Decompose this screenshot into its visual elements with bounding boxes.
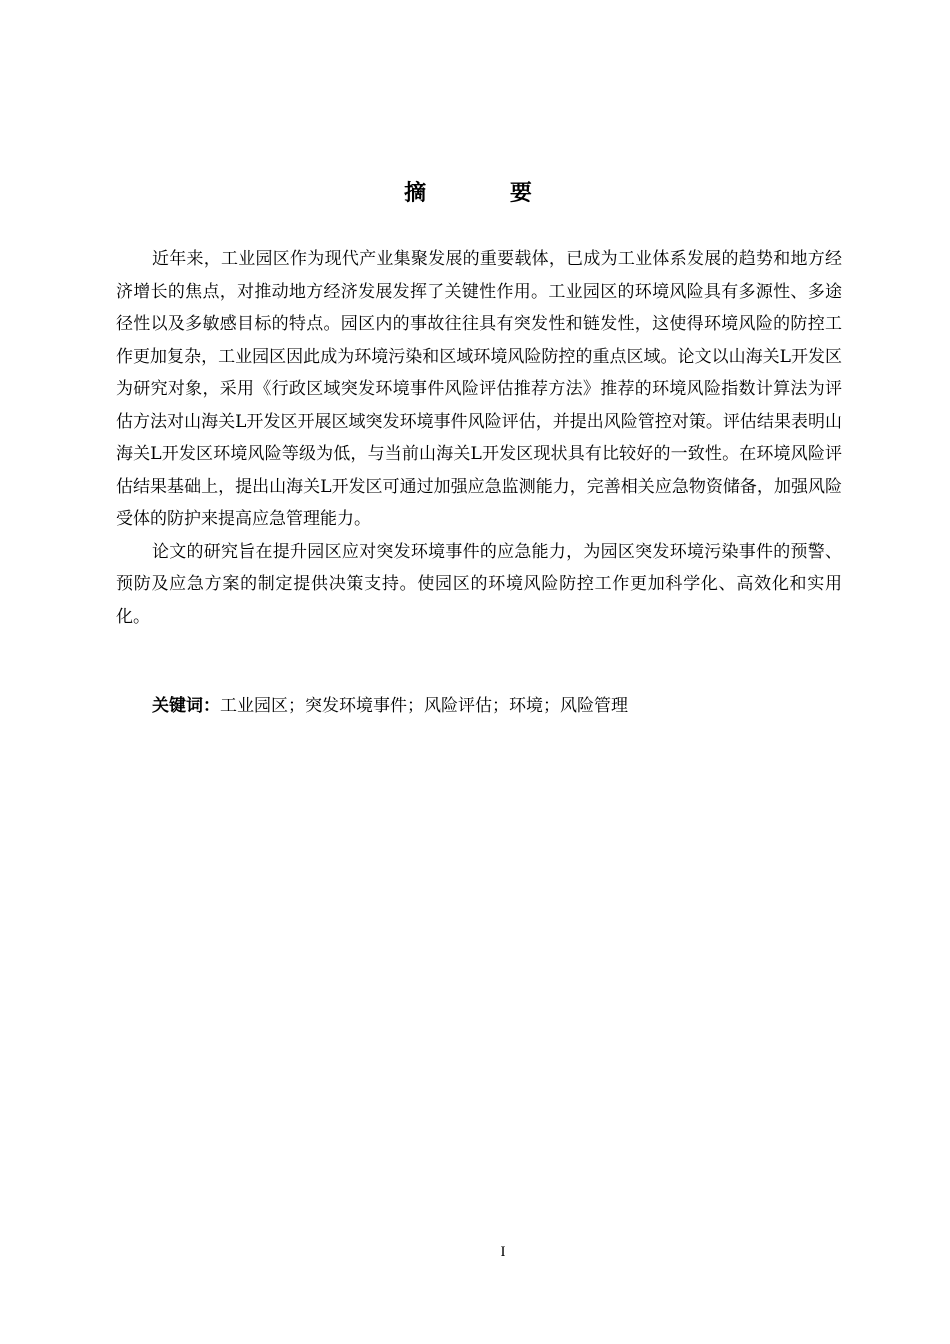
keywords-label: 关键词： [152,696,220,716]
keywords-line [152,690,842,722]
abstract-paragraph-1: 近年来，工业园区作为现代产业集聚发展的重要载体，已成为工业体系发展的趋势和地方经济增长的焦点，对推动地方经济发展发挥了关键性作用。工业园区的环境风险具有多源性、多途径性以及多敏感目标的特点。园区内的事故往往具有突发性和链发性，这使得环境风险的防控工作更加复杂，工业园区因此成为环境污染和区域环境风险防控的重点区域。论文以山海关L开发区为研究对象，采用《行政区域突发环境事件风险评估推荐方法》推荐的环境风险指数计算法为评估方法对山海关L开发区开展区域突发环境事件风险评估，并提出风险管控对策。评估结果表明山海关L开发区环境风险等级为低，与当前山海关L开发区现状具有比较好的一致性。在环境风险评估结果基础上，提出山海关L开发区可通过加强应急监测能力，完善相关应急物资储备，加强风险受体的防护来提高应急管理能力。 [116,249,842,529]
page-number: I [500,1244,506,1260]
keywords-list: 工业园区；突发环境事件；风险评估；环境；风险管理 [220,696,628,716]
abstract-paragraph-2: 论文的研究旨在提升园区应对突发环境事件的应急能力，为园区突发环境污染事件的预警、预防及应急方案的制定提供决策支持。使园区的环境风险防控工作更加科学化、高效化和实用化。 [116,541,842,627]
abstract-body [116,243,842,633]
abstract-title: 摘 要 [404,181,570,206]
